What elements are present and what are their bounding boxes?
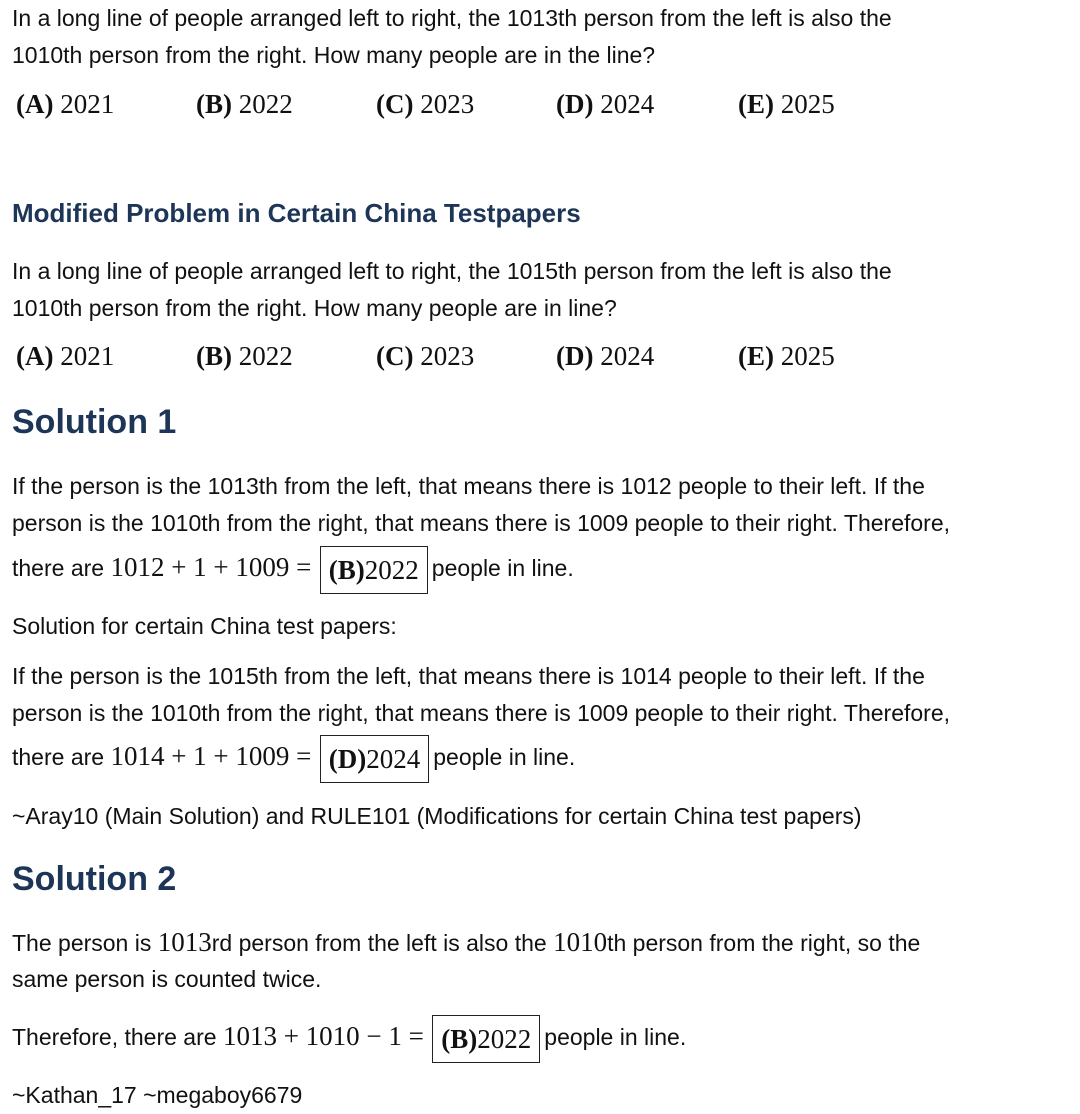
answer-letter: (B): [441, 1023, 478, 1054]
modified-problem-line-1: In a long line of people arranged left to right, the 1015th person from the left is also the: [12, 258, 892, 284]
text: th person from the right, so the: [607, 930, 921, 956]
answer-value: 2024: [366, 743, 421, 774]
boxed-answer: [320, 546, 428, 594]
math-number: 1013: [157, 927, 212, 957]
solution-2-line-2: same person is counted twice.: [12, 966, 322, 992]
text: people in line.: [431, 555, 574, 581]
china-solution-label: Solution for certain China test papers:: [12, 613, 397, 639]
answer-letter: (B): [328, 554, 365, 585]
choice-letter: (A): [16, 89, 54, 119]
choice-value: 2023: [420, 341, 475, 371]
solution-2-line-1: [12, 924, 920, 962]
solution-2-credit: ~Kathan_17 ~megaboy6679: [12, 1082, 303, 1108]
text: The person is: [12, 930, 158, 956]
solution-1-line-3: [12, 543, 574, 594]
choice-b: [196, 89, 376, 120]
choice-letter: (E): [738, 89, 774, 119]
math-expression: 1013 + 1010 − 1 =: [222, 1021, 424, 1051]
choice-c: [376, 341, 556, 372]
answer-value: 2022: [477, 1023, 532, 1054]
choice-value: 2021: [60, 89, 115, 119]
solution-1-line-2: person is the 1010th from the right, that means there is 1009 people to their right. Therefore,: [12, 510, 951, 536]
boxed-answer: [320, 735, 429, 783]
solution-2-line-3: [12, 1012, 686, 1063]
choice-letter: (C): [376, 89, 414, 119]
choice-letter: (B): [196, 89, 232, 119]
choice-value: 2022: [238, 89, 293, 119]
choice-value: 2025: [780, 341, 835, 371]
choice-value: 2023: [420, 89, 475, 119]
solution-1-heading: Solution 1: [12, 403, 177, 441]
choice-c: [376, 89, 556, 120]
choice-a: [16, 89, 196, 120]
solution-2-heading: Solution 2: [12, 860, 177, 898]
text: Therefore, there are: [12, 1024, 223, 1050]
answer-letter: (D): [328, 743, 367, 774]
text: people in line.: [544, 1024, 687, 1050]
choice-value: 2021: [60, 341, 115, 371]
text: rd person from the left is also the: [211, 930, 554, 956]
choice-value: 2025: [780, 89, 835, 119]
math-expression: 1012 + 1 + 1009 =: [110, 552, 312, 582]
solution-1-credit: ~Aray10 (Main Solution) and RULE101 (Modifications for certain China test papers): [12, 803, 862, 829]
choice-e: [738, 89, 835, 120]
choice-letter: (C): [376, 341, 414, 371]
math-number: 1010: [553, 927, 608, 957]
boxed-answer: [432, 1015, 540, 1063]
choice-value: 2024: [600, 341, 655, 371]
solution-1-china-line-2: person is the 1010th from the right, that means there is 1009 people to their right. Therefore,: [12, 700, 951, 726]
choice-e: [738, 341, 835, 372]
choice-d: [556, 341, 738, 372]
original-problem-line-1: In a long line of people arranged left to right, the 1013th person from the left is also the: [12, 5, 892, 31]
choice-letter: (D): [556, 341, 594, 371]
choice-letter: (A): [16, 341, 54, 371]
solution-1-china-line-3: [12, 732, 575, 783]
modified-problem-heading: Modified Problem in Certain China Testpapers: [12, 198, 581, 228]
solution-1-china-line-1: If the person is the 1015th from the left, that means there is 1014 people to their left. If the: [12, 663, 925, 689]
choice-a: [16, 341, 196, 372]
choice-letter: (B): [196, 341, 232, 371]
choice-value: 2022: [238, 341, 293, 371]
choice-value: 2024: [600, 89, 655, 119]
text: people in line.: [433, 744, 576, 770]
answer-value: 2022: [364, 554, 419, 585]
choice-letter: (D): [556, 89, 594, 119]
text: there are: [12, 555, 111, 581]
solution-1-line-1: If the person is the 1013th from the left, that means there is 1012 people to their left. If the: [12, 473, 925, 499]
choice-d: [556, 89, 738, 120]
choice-b: [196, 341, 376, 372]
original-answer-choices: [16, 89, 835, 120]
modified-problem-line-2: 1010th person from the right. How many people are in line?: [12, 295, 617, 321]
choice-letter: (E): [738, 341, 774, 371]
text: there are: [12, 744, 111, 770]
math-expression: 1014 + 1 + 1009 =: [110, 741, 312, 771]
modified-answer-choices: [16, 341, 835, 372]
original-problem-line-2: 1010th person from the right. How many people are in the line?: [12, 42, 656, 68]
